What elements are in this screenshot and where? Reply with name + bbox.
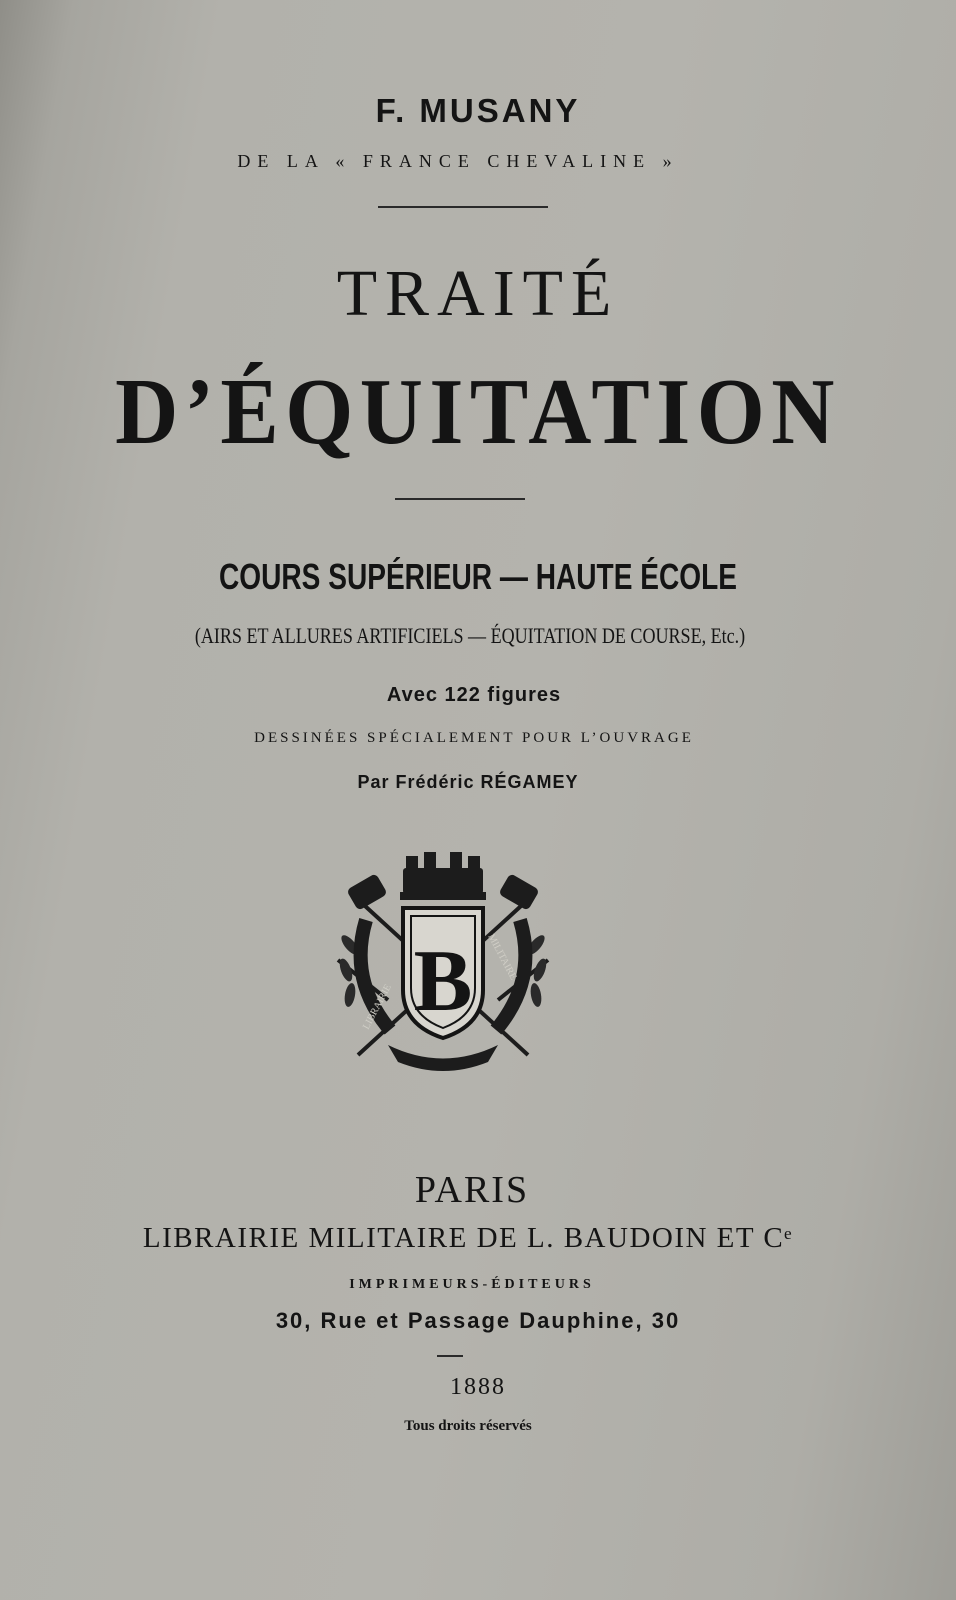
crest-letter: B xyxy=(413,933,473,1030)
drawn-note: DESSINÉES SPÉCIALEMENT POUR L’OUVRAGE xyxy=(254,730,694,746)
crest-ribbon-left: LIBRAIRIE xyxy=(360,982,394,1032)
author-name: F. MUSANY xyxy=(375,92,581,129)
title-line-2: D’ÉQUITATION xyxy=(115,360,841,464)
crest-ribbon-right: MILITAIRE xyxy=(485,932,519,982)
title-line-1: TRAITÉ xyxy=(336,257,620,330)
figures-note: Avec 122 figures xyxy=(386,684,562,706)
illustrator-credit: Par Frédéric RÉGAMEY xyxy=(357,772,579,792)
divider-rule xyxy=(395,498,525,500)
subtitle: (AIRS ET ALLURES ARTIFICIELS — ÉQUITATION DE COURSE, Etc.) xyxy=(194,623,746,648)
publisher-name: LIBRAIRIE MILITAIRE DE L. BAUDOIN ET Cᵉ xyxy=(142,1222,794,1254)
divider-rule xyxy=(437,1355,463,1357)
course-heading: COURS SUPÉRIEUR — HAUTE ÉCOLE xyxy=(219,556,737,597)
printers-note: IMPRIMEURS-ÉDITEURS xyxy=(349,1277,595,1292)
publication-year: 1888 xyxy=(450,1374,506,1400)
publication-city: PARIS xyxy=(414,1169,530,1211)
publisher-crest-icon xyxy=(328,850,558,1080)
author-affiliation: DE LA « FRANCE CHEVALINE » xyxy=(237,151,679,171)
divider-rule xyxy=(378,206,548,208)
publisher-address: 30, Rue et Passage Dauphine, 30 xyxy=(275,1308,681,1333)
rights-notice: Tous droits réservés xyxy=(404,1418,532,1434)
